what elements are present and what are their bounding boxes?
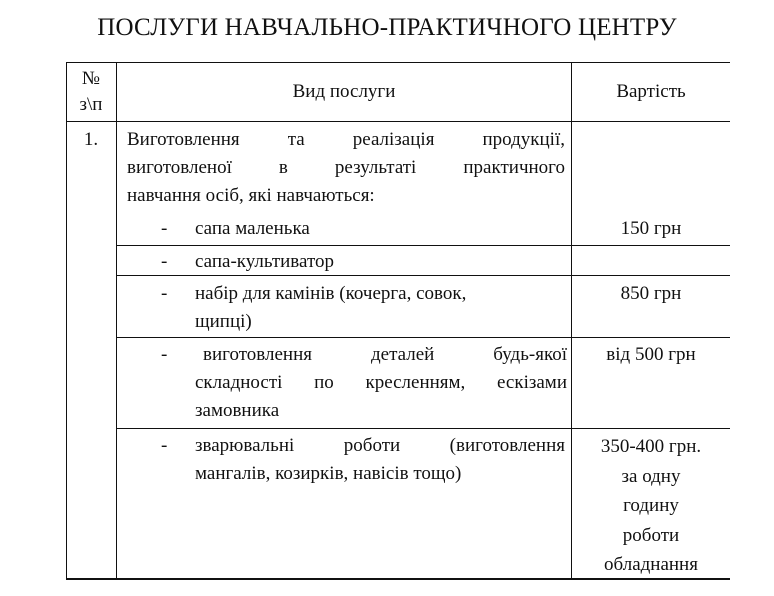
service-item-line: набір для камінів (кочерга, совок, — [195, 283, 467, 304]
service-item-name — [195, 432, 565, 488]
row-border — [116, 428, 730, 429]
column-divider-1 — [116, 62, 117, 580]
service-intro-line: навчання осіб, які навчаються: — [127, 185, 375, 206]
list-dash: - — [161, 251, 168, 272]
row-number: 1. — [83, 129, 99, 150]
list-dash: - — [161, 218, 168, 239]
service-item-price: 150 грн — [620, 218, 682, 239]
row-border — [116, 245, 730, 246]
service-item-line: щипці) — [195, 311, 252, 332]
number-header-sign: № — [81, 68, 101, 89]
list-dash: - — [161, 344, 168, 365]
page-title: ПОСЛУГИ НАВЧАЛЬНО-ПРАКТИЧНОГО ЦЕНТРУ — [97, 14, 677, 41]
header-bottom-border — [66, 121, 730, 122]
service-item-price — [572, 432, 730, 580]
price-line: роботи — [622, 524, 680, 546]
service-item-name: сапа-культиватор — [195, 251, 335, 272]
service-column-header: Вид послуги — [292, 81, 396, 102]
services-table — [66, 62, 730, 580]
number-column-header — [66, 66, 116, 118]
service-item-line: складності по кресленням, ескізами — [195, 372, 567, 393]
service-item-line: виготовлення деталей будь-якої — [203, 344, 567, 365]
table-top-border — [66, 62, 730, 63]
price-line: 350-400 грн. — [600, 436, 702, 457]
list-dash: - — [161, 283, 168, 304]
service-item-line: мангалів, козирків, навісів тощо) — [195, 463, 462, 484]
service-item-name — [195, 341, 567, 425]
service-item-price: 850 грн — [620, 283, 682, 304]
list-dash: - — [161, 435, 168, 456]
row-border — [116, 337, 730, 338]
price-line: годину — [623, 495, 679, 516]
service-item-line: зварювальні роботи (виготовлення — [195, 435, 565, 456]
number-header-abbrev: з\п — [79, 94, 103, 115]
price-line: за одну — [621, 465, 681, 487]
price-column-header: Вартість — [616, 81, 686, 102]
service-intro — [127, 126, 565, 210]
service-item-name — [195, 280, 565, 336]
service-intro-line: виготовленої в результаті практичного — [127, 157, 565, 178]
service-item-price: від 500 грн — [606, 344, 696, 365]
service-item-name: сапа маленька — [195, 218, 310, 239]
price-line: обладнання — [604, 554, 698, 575]
service-intro-line: Виготовлення та реалізація продукції, — [127, 129, 565, 150]
service-item-line: замовника — [195, 400, 280, 421]
